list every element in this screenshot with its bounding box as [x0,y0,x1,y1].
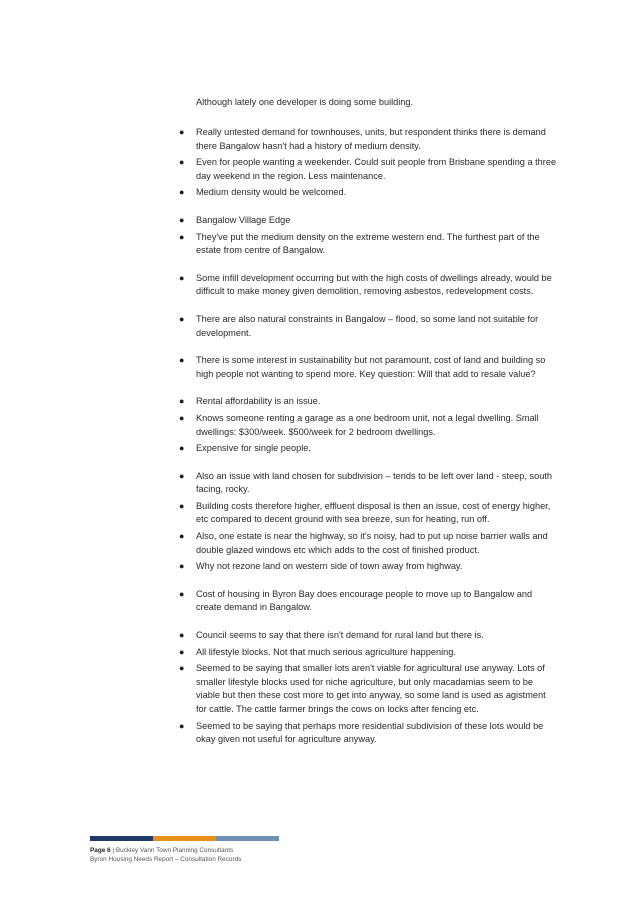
bullet-text: Really untested demand for townhouses, units, but respondent thinks there is demand there Bangalow hasn't had a history of medium density. [196,127,546,151]
intro-paragraph: Although lately one developer is doing some building. [196,97,414,107]
bullet-text: Cost of housing in Byron Bay does encourage people to move up to Bangalow and create demand in Bangalow. [196,588,533,613]
bullet-content [178,126,558,761]
bullet-item [178,588,558,615]
bullet-icon: ● [179,157,185,168]
footer-bar-orange [153,836,216,841]
bullet-text: Also an issue with land chosen for subdivision – tends to be left over land - steep, south facing, rocky. [196,470,552,495]
footer-bar-navy [90,836,153,841]
bullet-icon: ● [179,470,185,481]
report-title: Byron Housing Needs Report – Consultation Records [90,856,242,863]
bullet-item [178,313,558,340]
bullet-item [178,470,558,497]
bullet-text: Seemed to be saying that perhaps more residential subdivision of these lots would be okay given not useful for agriculture anyway. [196,720,544,745]
bullet-item [178,214,558,228]
bullet-icon: ● [179,588,185,599]
footer-separator: | [112,847,116,854]
bullet-text: Expensive for single people. [196,443,311,454]
bullet-group [178,588,558,615]
bullet-item [178,500,558,527]
bullet-icon: ● [179,272,185,283]
bullet-icon: ● [179,412,185,423]
bullet-item [178,646,558,660]
bullet-group [178,354,558,381]
bullet-icon: ● [179,663,185,674]
bullet-icon: ● [179,187,185,198]
bullet-text: All lifestyle blocks. Not that much serious agriculture happening. [196,646,456,657]
bullet-text: Building costs therefore higher, effluent disposal is then an issue, cost of energy higher, etc compared to decent ground with sea breeze, sun for heating, run off. [196,500,551,525]
bullet-item [178,720,558,747]
bullet-item [178,272,558,299]
company-name: Buckley Vann Town Planning Consultants [115,847,234,854]
bullet-icon: ● [179,127,185,137]
bullet-icon: ● [179,720,185,731]
bullet-text: Even for people wanting a weekender. Could suit people from Brisbane spending a three day weekend in the region. Less maintenance. [196,157,557,181]
bullet-text: Medium density would be welcomed. [196,187,347,198]
bullet-group [178,126,558,200]
bullet-icon: ● [179,396,185,407]
bullet-text: Bangalow Village Edge [196,214,291,225]
bullet-group [178,272,558,299]
bullet-text: Rental affordability is an issue. [196,396,321,407]
page-number: Page 6 [90,847,111,854]
bullet-text: There is some interest in sustainability but not paramount, cost of land and building so high people not wanting to spend more. Key question: Will that add to resale value? [196,355,546,379]
bullet-icon: ● [179,443,185,454]
bullet-item [178,442,558,456]
bullet-text: There are also natural constraints in Bangalow – flood, so some land not suitable for development. [196,313,539,338]
bullet-item [178,126,558,153]
bullet-item [178,156,558,183]
bullet-icon: ● [179,531,185,542]
bullet-icon: ● [179,313,185,324]
bullet-text: Knows someone renting a garage as a one bedroom unit, not a legal dwelling. Small dwellings: $300/week. $500/week for 2 bedroom dwellings. [196,412,539,437]
bullet-item [178,662,558,716]
bullet-text: Seemed to be saying that smaller lots aren't viable for agricultural use anyway. Lots of smaller lifestyle blocks used for niche agriculture, but only macadamias seem to be viable but then these cost more to get into anyway, so some land is used as agistment for cattle. The cattle farmer brings the cows on locks after fencing etc. [196,663,546,714]
bullet-group [178,470,558,574]
bullet-item [178,412,558,439]
bullet-item [178,560,558,574]
bullet-icon: ● [179,500,185,511]
bullet-icon: ● [179,355,185,366]
footer-color-bars [90,836,279,841]
bullet-text: Some infill development occurring but with the high costs of dwellings already, would be difficult to make money given demolition, removing asbestos, redevelopment costs. [196,272,552,297]
bullet-group [178,629,558,747]
bullet-icon: ● [179,630,185,641]
footer-line-1 [90,846,280,855]
page-footer [90,836,280,864]
bullet-item [178,186,558,200]
bullet-icon: ● [179,646,185,657]
bullet-item [178,354,558,381]
bullet-group [178,313,558,340]
bullet-text: Why not rezone land on western side of town away from highway. [196,561,463,572]
bullet-text: They've put the medium density on the extreme western end. The furthest part of the estate from centre of Bangalow. [196,231,540,256]
footer-bar-blue [216,836,279,841]
bullet-group [178,214,558,258]
bullet-icon: ● [179,231,185,242]
bullet-icon: ● [179,214,185,225]
bullet-group [178,395,558,455]
bullet-item [178,629,558,643]
bullet-icon: ● [179,561,185,572]
bullet-text: Council seems to say that there isn't demand for rural land but there is. [196,630,484,641]
bullet-item [178,395,558,409]
bullet-item [178,231,558,258]
bullet-item [178,530,558,557]
bullet-text: Also, one estate is near the highway, so it's noisy, had to put up noise barrier walls and double glazed windows etc which adds to the cost of finished product. [196,531,548,555]
